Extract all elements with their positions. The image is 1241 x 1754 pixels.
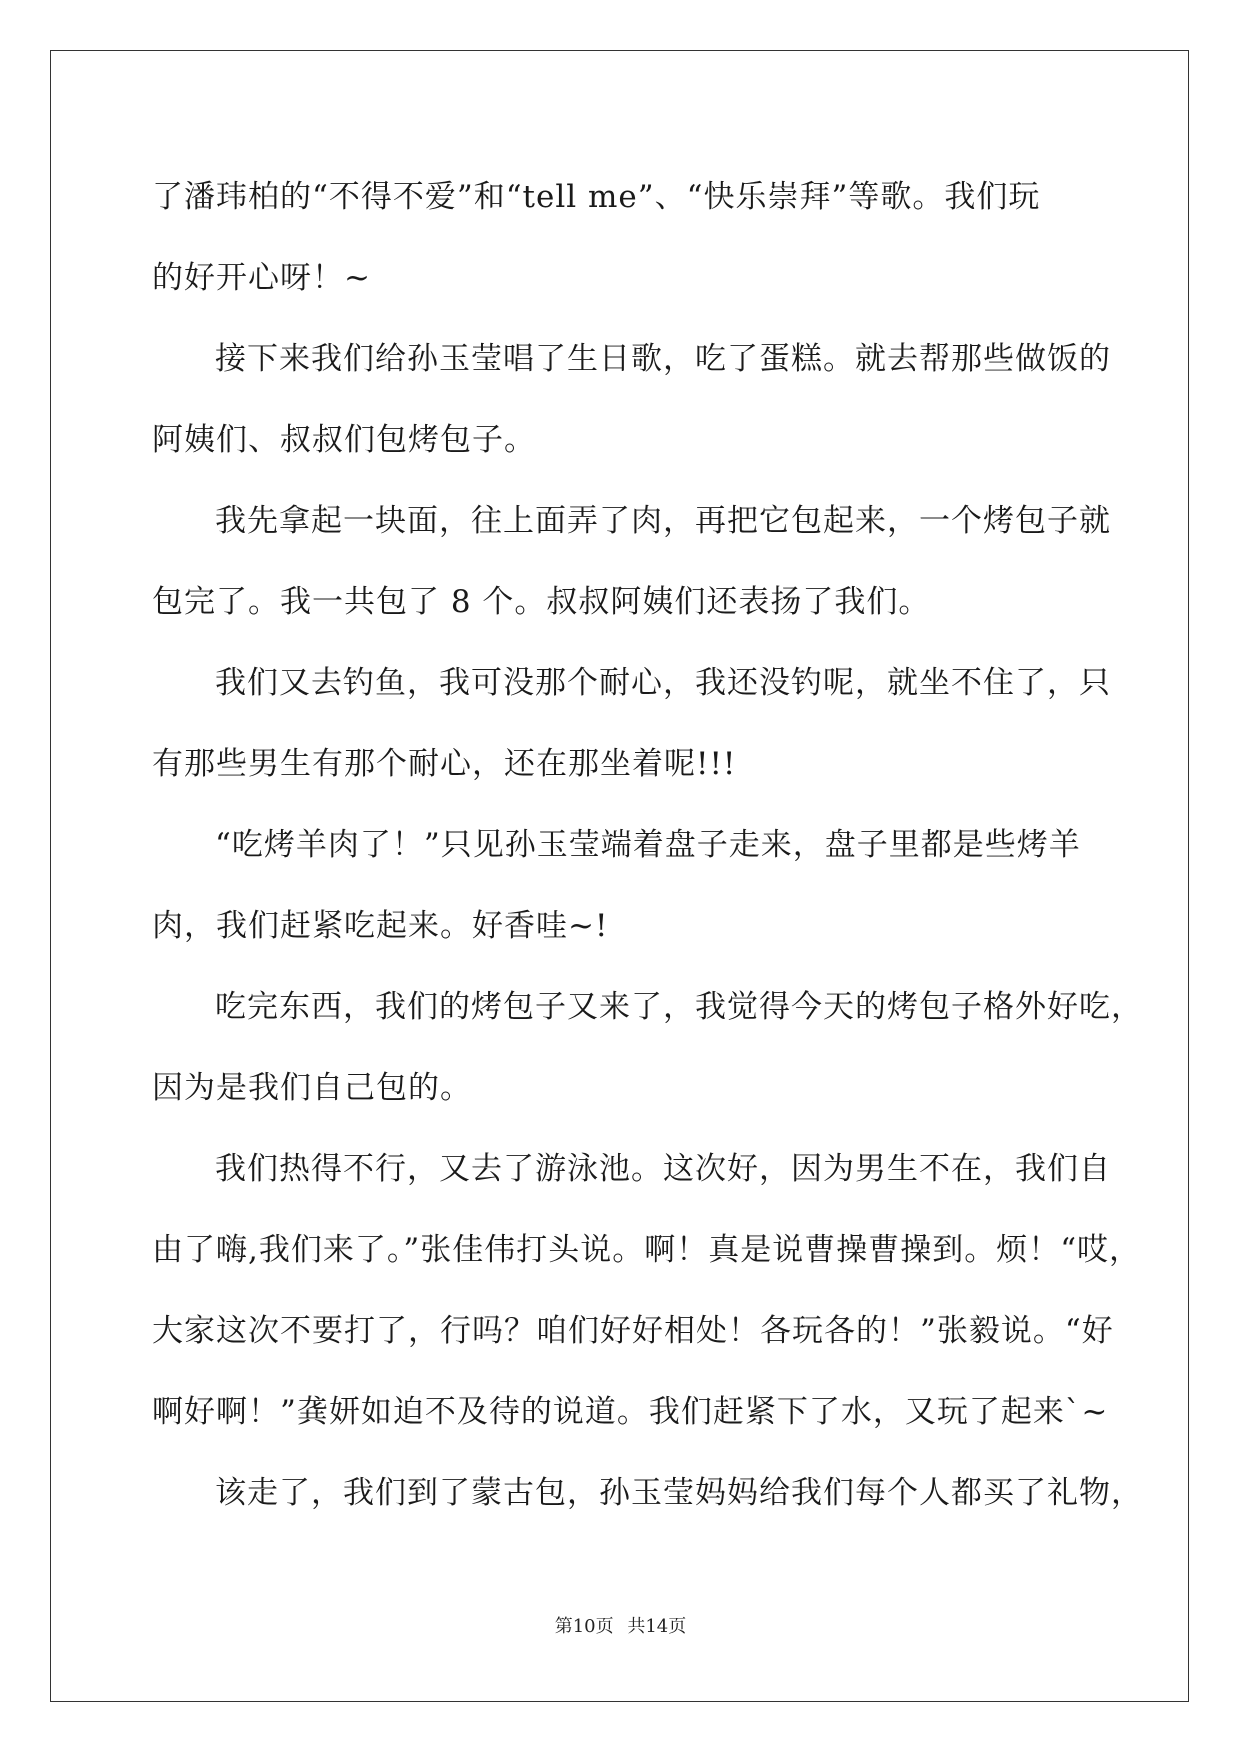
text-line: 阿姨们、叔叔们包烤包子。 — [152, 422, 536, 458]
paragraph-first-line: 我们热得不行，又去了游泳池。这次好，因为男生不在，我们自 — [215, 1151, 1111, 1187]
paragraph-first-line: 吃完东西，我们的烤包子又来了，我觉得今天的烤包子格外好吃， — [215, 989, 1143, 1025]
page-footer — [0, 1612, 1241, 1638]
text-line: 因为是我们自己包的。 — [152, 1070, 472, 1106]
text-line: 有那些男生有那个耐心，还在那坐着呢!!! — [152, 746, 737, 782]
total-page-count: 共14页 — [627, 1616, 687, 1637]
document-body — [152, 157, 1143, 1534]
text-line: 的好开心呀！~ — [152, 260, 371, 296]
paragraph-first-line: 我们又去钓鱼，我可没那个耐心，我还没钓呢，就坐不住了，只 — [215, 665, 1111, 701]
text-line: 包完了。我一共包了 8 个。叔叔阿姨们还表扬了我们。 — [152, 584, 931, 620]
paragraph-first-line: 该走了，我们到了蒙古包，孙玉莹妈妈给我们每个人都买了礼物， — [215, 1475, 1143, 1511]
text-line: 由了嗨,我们来了。”张佳伟打头说。啊！真是说曹操曹操到。烦！“哎， — [152, 1232, 1142, 1268]
paragraph-first-line: 接下来我们给孙玉莹唱了生日歌，吃了蛋糕。就去帮那些做饭的 — [215, 341, 1111, 377]
current-page-number: 第10页 — [554, 1616, 614, 1637]
text-line: 肉，我们赶紧吃起来。好香哇~! — [152, 908, 609, 944]
paragraph-first-line: “吃烤羊肉了！”只见孙玉莹端着盘子走来，盘子里都是些烤羊 — [215, 827, 1081, 863]
text-line: 大家这次不要打了，行吗？咱们好好相处！各玩各的！”张毅说。“好 — [152, 1313, 1114, 1349]
paragraph-first-line: 我先拿起一块面，往上面弄了肉，再把它包起来，一个烤包子就 — [215, 503, 1111, 539]
text-line: 啊好啊！”龚妍如迫不及待的说道。我们赶紧下了水，又玩了起来`~ — [152, 1394, 1109, 1430]
text-line: 了潘玮柏的“不得不爱”和“tell me”、“快乐崇拜”等歌。我们玩 — [152, 179, 1041, 215]
